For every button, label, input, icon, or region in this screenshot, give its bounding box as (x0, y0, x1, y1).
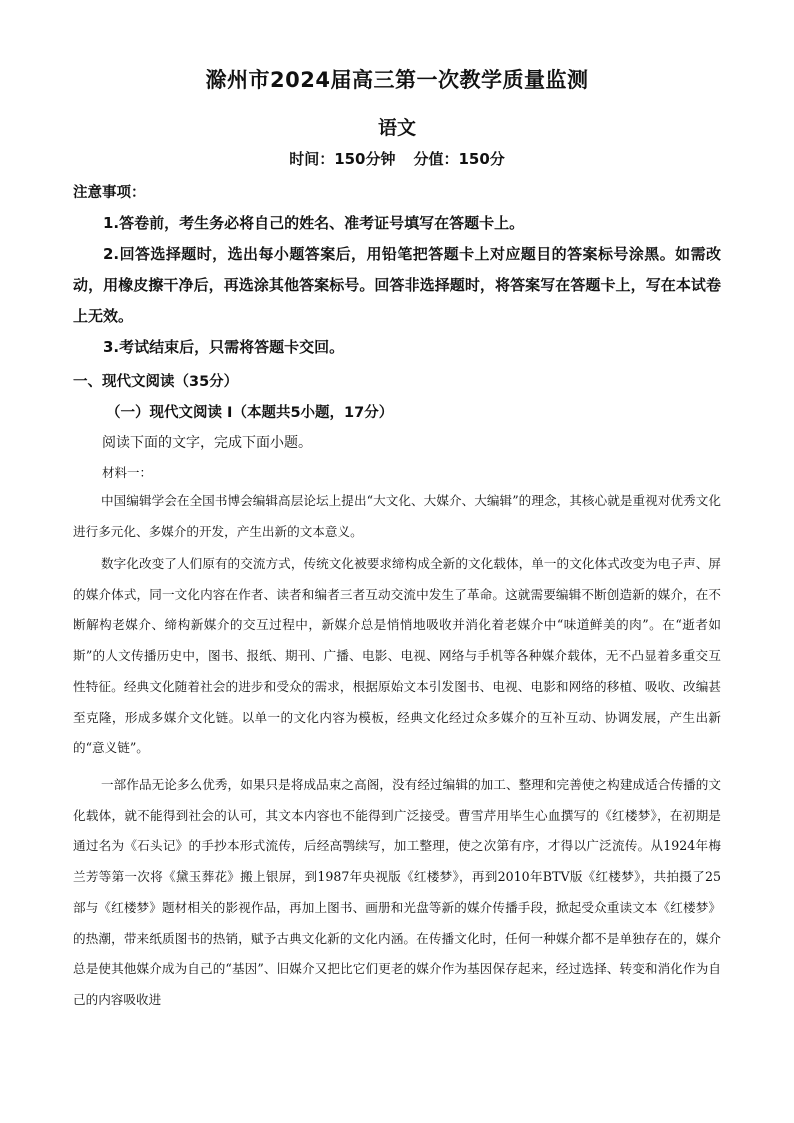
subsection-heading: （一）现代文阅读 I（本题共5小题，17分） (106, 405, 394, 421)
notice-item-2: 2.回答选择题时，选出每小题答案后，用铅笔把答题卡上对应题目的答案标号涂黑。如需改动，用橡皮擦干净后，再选涂其他答案标号。回答非选择题时，将答案写在答题卡上，写在本试卷上无效。 (73, 245, 721, 325)
notice-heading: 注意事项： (73, 185, 146, 201)
reading-instruction: 阅读下面的文字，完成下面小题。 (102, 435, 312, 451)
time-limit: 时间：150分钟 (289, 150, 396, 168)
notice-item-1: 1.答卷前，考生务必将自己的姓名、准考证号填写在答题卡上。 (103, 214, 525, 232)
total-score: 分值：150分 (413, 150, 505, 168)
material-paragraph-2: 数字化改变了人们原有的交流方式，传统文化被要求缔构成全新的文化载体，单一的文化体式改变为电子声、屏的媒介体式，同一文化内容在作者、读者和编者三者互动交流中发生了革命。这就需要编辑不断创造新的媒介，在不断解构老媒介、缔构新媒介的交互过程中，新媒介总是悄悄地吸收并消化着老媒介中“味道鲜美的肉”。在“逝者如斯”的人文传播历史中，图书、报纸、期刊、广播、电影、电视、网络与手机等各种媒介载体，无不凸显着多重交互性特征。经典文化随着社会的进步和受众的需求，根据原始文本引发图书、电视、电影和网络的移植、吸收、改编甚至克隆，形成多媒介文化链。以单一的文化内容为模板，经典文化经过众多媒介的互补互动、协调发展，产生出新的“意义链”。 (73, 556, 721, 756)
exam-title: 滁州市2024届高三第一次教学质量监测 (205, 68, 589, 92)
notice-item-3: 3.考试结束后，只需将答题卡交回。 (103, 338, 345, 356)
section-heading: 一、现代文阅读（35分） (73, 374, 239, 390)
material-paragraph-1: 中国编辑学会在全国书博会编辑高层论坛上提出“大文化、大媒介、大编辑”的理念，其核心就是重视对优秀文化进行多元化、多媒介的开发，产生出新的文本意义。 (73, 493, 721, 539)
exam-meta (0, 148, 794, 169)
material-label: 材料一： (102, 465, 153, 480)
material-paragraph-3: 一部作品无论多么优秀，如果只是将成品束之高阁，没有经过编辑的加工、整理和完善使之构建成适合传播的文化载体，就不能得到社会的认可，其文本内容也不能得到广泛接受。曹雪芹用毕生心血撰写的《红楼梦》，在初期是通过名为《石头记》的手抄本形式流传，后经高鹗续写，加工整理，使之次第有序，才得以广泛流传。从1924年梅兰芳等第一次将《黛玉葬花》搬上银屏，到1987年央视版《红楼梦》，再到2010年BTV版《红楼梦》，共拍摄了25部与《红楼梦》题材相关的影视作品，再加上图书、画册和光盘等新的媒介传播手段，掀起受众重读文本《红楼梦》的热潮，带来纸质图书的热销，赋予古典文化新的文化内涵。在传播文化时，任何一种媒介都不是单独存在的，媒介总是使其他媒介成为自己的“基因”、旧媒介又把比它们更老的媒介作为基因保存起来，经过选择、转变和消化作为自己的内容吸收进 (73, 777, 721, 1007)
subject-title: 语文 (377, 117, 416, 139)
